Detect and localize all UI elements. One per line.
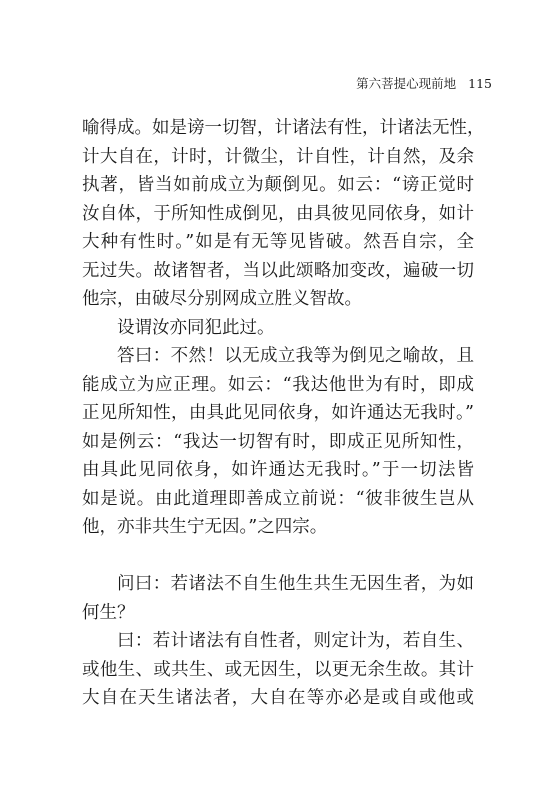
text-line: 或他生、或共生、或无因生，以更无余生故。其计 <box>82 659 474 680</box>
paragraph <box>82 627 474 713</box>
text-line: 执著，皆当如前成立为颠倒见。如云：“谤正觉时 <box>82 175 474 195</box>
text-line: 如是说。由此道理即善成立前说：“彼非彼生岂从 <box>82 488 474 509</box>
text-line: 他，亦非共生宁无因。”之四宗。 <box>82 517 328 537</box>
paragraph <box>82 342 474 542</box>
text-line: 正见所知性，由具此见同依身，如许通达无我时。” <box>82 403 474 423</box>
paragraph-spacer <box>82 542 474 571</box>
text-line: 答曰：不然！以无成立我等为倒见之喻故，且 <box>117 346 474 366</box>
text-line: 汝自体，于所知性成倒见，由具彼见同依身，如计 <box>82 203 474 224</box>
running-header <box>356 76 492 92</box>
text-line: 大自在天生诸法者，大自在等亦必是或自或他或 <box>82 688 474 708</box>
text-line: 由具此见同依身，如许通达无我时。”于一切法皆 <box>82 460 474 480</box>
paragraph <box>82 570 474 627</box>
text-line: 无过失。故诸智者，当以此颂略加变改，遍破一切 <box>82 260 474 281</box>
text-line: 大种有性时。”如是有无等见皆破。然吾自宗，全 <box>82 232 474 252</box>
text-line: 他宗，由破尽分别网成立胜义智故。 <box>82 289 362 309</box>
text-line: 喻得成。如是谤一切智，计诸法有性，计诸法无性， <box>82 118 485 138</box>
text-line: 设谓汝亦同犯此过。 <box>117 317 275 338</box>
paragraph <box>82 114 485 314</box>
chapter-title: 第六菩提心现前地 <box>356 76 457 91</box>
text-line: 如是例云：“我达一切智有时，即成正见所知性， <box>82 431 474 452</box>
body-text <box>82 114 485 713</box>
text-line: 能成立为应正理。如云：“我达他世为有时，即成 <box>82 374 474 395</box>
text-line: 计大自在，计时，计微尘，计自性，计自然，及余 <box>82 146 474 167</box>
page-number: 115 <box>468 76 492 91</box>
text-line: 问曰：若诸法不自生他生共生无因生者，为如 <box>117 574 474 594</box>
text-line: 曰：若计诸法有自性者，则定计为，若自生、 <box>117 631 474 651</box>
text-line: 何生？ <box>82 602 135 623</box>
paragraph <box>82 314 474 343</box>
